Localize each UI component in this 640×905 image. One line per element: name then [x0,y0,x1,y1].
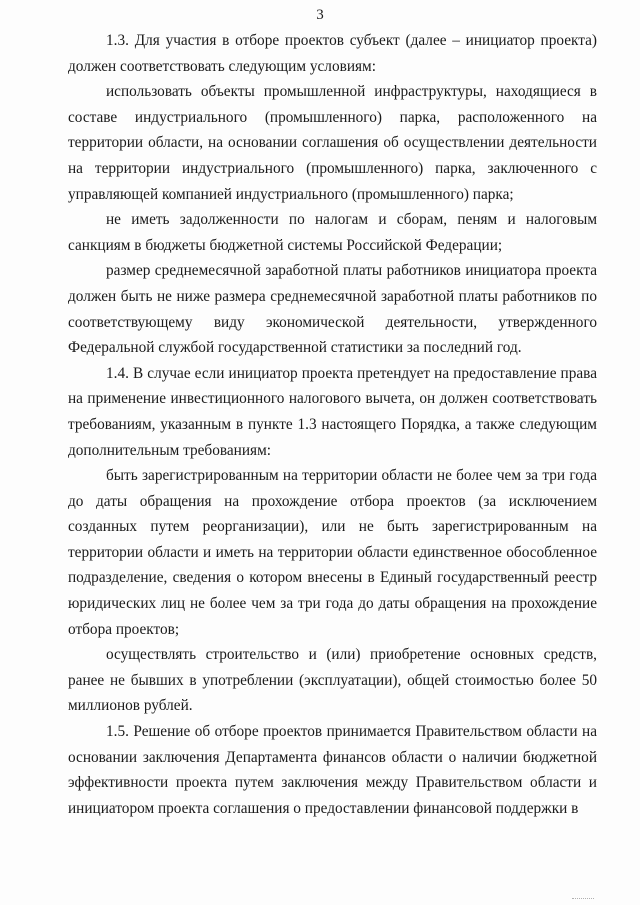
paragraph-condition-no-debt: не иметь задолженности по налогам и сборам, пеням и налоговым санкциям в бюджеты бюджетной системы Российской Федерации; [68,211,597,254]
paragraph-condition-infrastructure: использовать объекты промышленной инфраструктуры, находящиеся в составе индустриального (промышленного) парка, расположенного на территории области, на основании соглашения об осуществлении деятельности на территории индустриального (промышленного) парка, заключенного с управляющей компанией индустриального (промышленного) парка; [68,83,597,203]
paragraph-requirement-construction: осуществлять строительство и (или) приобретение основных средств, ранее не бывших в употреблении (эксплуатации), общей стоимостью более 50 миллионов рублей. [68,646,597,715]
paragraph-1-5: 1.5. Решение об отборе проектов принимается Правительством области на основании заключения Департамента финансов области о наличии бюджетной эффективности проекта путем заключения между Правительством области и инициатором проекта соглашения о предоставлении финансовой поддержки в [68,723,597,817]
page-number: 3 [316,7,324,23]
paragraph-condition-salary: размер среднемесячной заработной платы работников инициатора проекта должен быть не ниже размера среднемесячной заработной платы работников по соответствующему виду экономической деятельности, утвержденного Федеральной службой государственной статистики за последний год. [68,262,597,357]
document-body [68,28,597,821]
paragraph-1-3: 1.3. Для участия в отборе проектов субъект (далее – инициатор проекта) должен соответствовать следующим условиям: [68,32,597,75]
scan-artifact-mark [572,898,594,901]
paragraph-1-4: 1.4. В случае если инициатор проекта претендует на предоставление права на применение инвестиционного налогового вычета, он должен соответствовать требованиям, указанным в пункте 1.3 настоящего Порядка, а также следующим дополнительным требованиям: [68,364,597,459]
paragraph-requirement-registration: быть зарегистрированным на территории области не более чем за три года до даты обращения на прохождение отбора проектов (за исключением созданных путем реорганизации), или не быть зарегистрированным на территории области и иметь на территории области единственное обособленное подразделение, сведения о котором внесены в Единый государственный реестр юридических лиц не более чем за три года до даты обращения на прохождение отбора проектов; [68,467,597,638]
